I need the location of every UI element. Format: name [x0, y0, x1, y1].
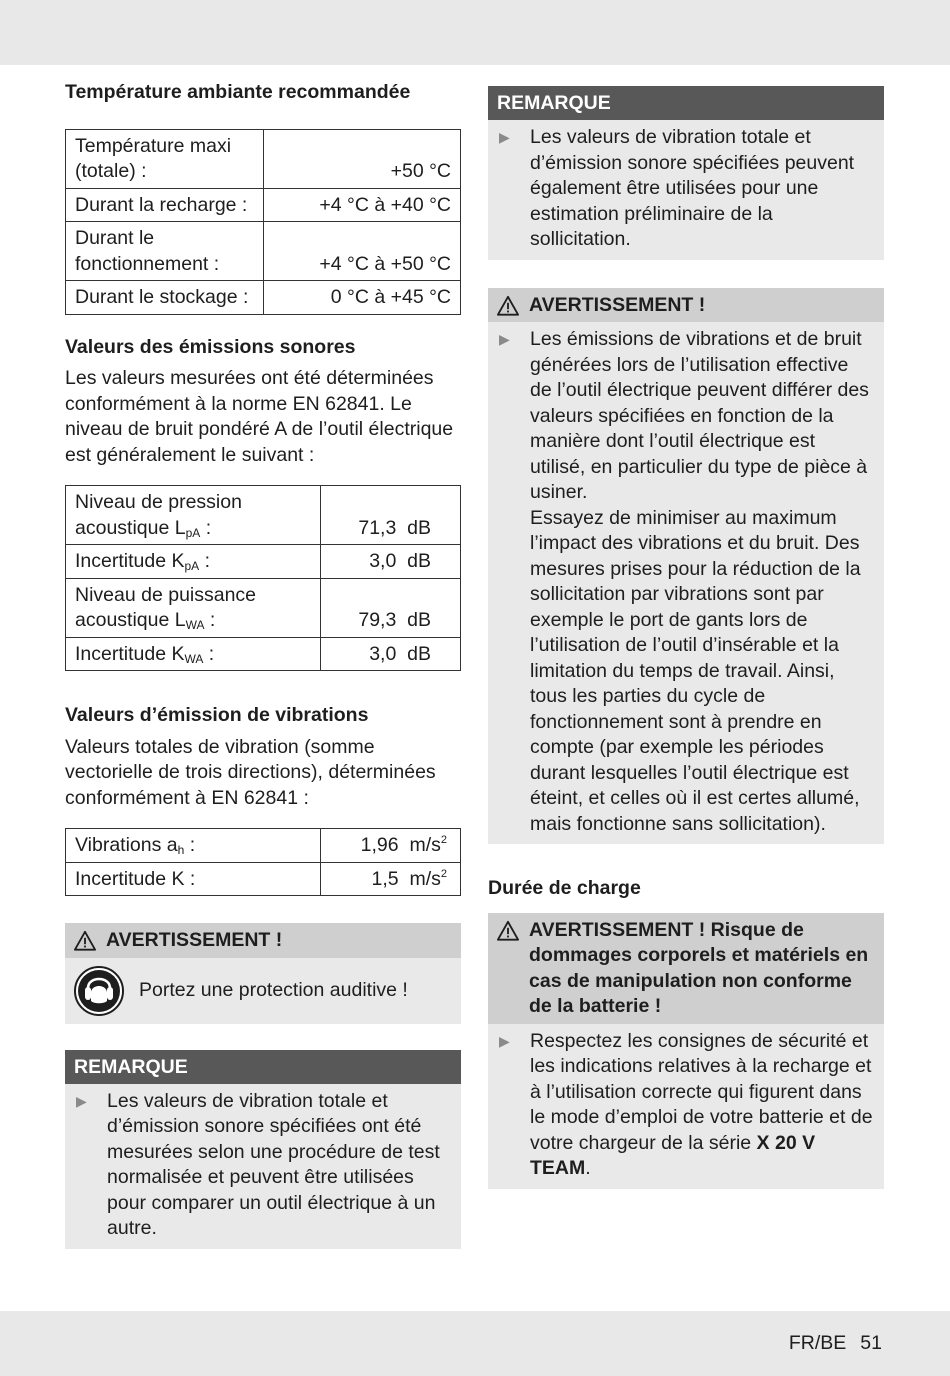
charge-heading: Durée de charge — [488, 877, 641, 899]
noise-value: 3,0 dB — [321, 637, 461, 671]
note-box-right — [488, 86, 884, 260]
top-margin-bar — [0, 0, 950, 65]
table-row — [66, 578, 461, 637]
note-text: Les valeurs de vibration totale et d’émission sonore spécifiées ont été mesurées selon une procédure de test normalisée et peuvent être utilisées pour comparer un outil électrique à un autre. — [107, 1089, 440, 1239]
note-header: REMARQUE — [65, 1050, 461, 1084]
page-number: 51 — [860, 1332, 882, 1354]
vibration-label: Incertitude K : — [66, 862, 321, 896]
temp-value: +4 °C à +40 °C — [263, 188, 461, 222]
table-row — [66, 829, 461, 863]
noise-label: Niveau de puissance acoustique $L_{WA}$ : — [66, 578, 321, 637]
table-row — [66, 222, 461, 281]
page-footer — [789, 1331, 882, 1357]
warning-header — [65, 923, 461, 958]
temp-value: +50 °C — [263, 129, 461, 188]
noise-value: 71,3 dB — [321, 486, 461, 545]
temperature-table — [65, 129, 461, 315]
hearing-row — [65, 958, 461, 1024]
hearing-warning-box — [65, 923, 461, 1024]
temp-value: +4 °C à +50 °C — [263, 222, 461, 281]
noise-table — [65, 485, 461, 671]
warning-text-paragraph-2: Essayez de minimiser au maximum l’impact des vibrations et du bruit. Des mesures prises pour la réduction de la sollicitation par vibrations sont par exemple le port de gants lors de l’utilisation de l’outil d’insérable et la limitation du temps de travail. Ainsi, tous les parties du cycle de fonctionnement sont à prendre en compte (par exemple les périodes durant lesquelles l’outil électrique est éteint, et celles où il est certes allumé, mais fonctionne sans sollicitation). — [530, 506, 861, 835]
noise-heading: Valeurs des émissions sonores — [65, 335, 356, 358]
note-header: REMARQUE — [488, 86, 884, 120]
charge-warning-title: AVERTISSEMENT ! Risque de dommages corporels et matériels en cas de manipulation non conforme de la batterie ! — [529, 918, 869, 1017]
temp-label: Durant le fonctionnement : — [66, 222, 264, 281]
hearing-protection-text: Portez une protection auditive ! — [139, 978, 408, 1001]
vibration-value: 1,96 $m/s^2$ — [321, 829, 461, 863]
noise-text: Les valeurs mesurées ont été déterminées conformément à la norme EN 62841. Le niveau de bruit pondéré A de l’outil électrique est généralement le suivant : — [65, 367, 454, 466]
table-row — [66, 545, 461, 579]
note-body — [65, 1084, 461, 1249]
table-row — [66, 486, 461, 545]
table-row — [66, 129, 461, 188]
warning-triangle-icon — [497, 295, 519, 317]
warning-header — [488, 913, 884, 1024]
note-body — [488, 120, 884, 260]
vibration-warning-box — [488, 288, 884, 845]
table-row — [66, 281, 461, 315]
noise-value: 3,0 dB — [321, 545, 461, 579]
warning-triangle-icon — [74, 930, 96, 952]
table-row — [66, 637, 461, 671]
triangle-bullet-icon: ▶ — [499, 129, 510, 145]
note-box-left — [65, 1050, 461, 1249]
triangle-bullet-icon: ▶ — [499, 331, 510, 347]
warning-triangle-icon — [497, 920, 519, 942]
triangle-bullet-icon: ▶ — [76, 1092, 87, 1109]
noise-label: Incertitude $K_{WA}$ : — [66, 637, 321, 671]
warning-title: AVERTISSEMENT ! — [529, 293, 706, 316]
temp-heading: Température ambiante recommandée — [65, 81, 411, 103]
vibration-heading: Valeurs d’émission de vibrations — [65, 704, 369, 726]
charge-warning-body — [488, 1024, 884, 1189]
temp-label: Durant le stockage : — [66, 281, 264, 315]
warning-text-paragraph-1: Les émissions de vibrations et de bruit générées lors de l’utilisation effective de l’outil électrique peuvent différer des valeurs spécifiées en fonction de la manière dont l’outil électrique est utilisé, en particulier du type de pièce à usiner. — [530, 328, 869, 503]
warning-title: AVERTISSEMENT ! — [106, 929, 283, 951]
warning-body — [488, 322, 884, 844]
note-text: Les valeurs de vibration totale et d’émission sonore spécifiées peuvent également être utilisées pour une estimation préliminaire de la sollicitation. — [530, 126, 855, 250]
footer-region: FR/BE — [788, 1332, 847, 1354]
charge-warning-box — [488, 913, 884, 1189]
warning-header — [488, 288, 884, 323]
vibration-text: Valeurs totales de vibration (somme vectorielle de trois directions), déterminées conformément à EN 62841 : — [65, 735, 436, 809]
battery-series-name: X 20 V TEAM — [530, 1131, 816, 1179]
noise-label: Incertitude $K_{pA}$ : — [66, 545, 321, 579]
charge-text: Respectez les consignes de sécurité et les indications relatives à la recharge et à l’utilisation correcte qui figurent dans le mode d’emploi de votre batterie et de votre chargeur de la série X 20 V TEAM. — [530, 1029, 873, 1179]
temp-label: Durant la recharge : — [66, 188, 264, 222]
left-column — [65, 80, 461, 1249]
noise-label: Niveau de pression acoustique $L_{pA}$ : — [66, 486, 321, 545]
right-column — [488, 86, 884, 1189]
noise-value: 79,3 dB — [321, 578, 461, 637]
temp-label: Température maxi (totale) : — [66, 129, 264, 188]
ear-protection-icon — [74, 966, 124, 1016]
temp-value: 0 °C à +45 °C — [263, 281, 461, 315]
vibration-table — [65, 828, 461, 896]
vibration-label: Vibrations $a_h$ : — [66, 829, 321, 863]
table-row — [66, 188, 461, 222]
vibration-value: 1,5 $m/s^2$ — [321, 862, 461, 896]
table-row — [66, 862, 461, 896]
triangle-bullet-icon: ▶ — [499, 1032, 510, 1049]
